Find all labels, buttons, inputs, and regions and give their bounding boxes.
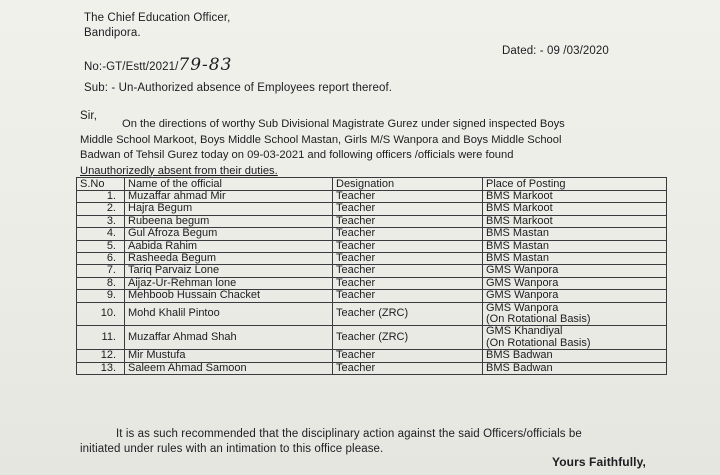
cell-name-text: Saleem Ahmad Samoon	[128, 362, 247, 374]
cell-name-text: Muzaffar Ahmad Shah	[128, 331, 237, 344]
cell-place	[483, 302, 667, 326]
cell-place-text: GMS Wanpora	[486, 277, 559, 289]
cell-sno-text: 10.	[100, 307, 116, 320]
cell-sno-text: 4.	[106, 227, 116, 240]
cell-designation	[333, 228, 483, 240]
cell-name	[125, 191, 333, 203]
cell-place-text: BMS Badwan	[486, 362, 553, 374]
cell-designation-text: Teacher	[336, 277, 376, 289]
cell-designation-text: Teacher	[336, 264, 376, 277]
cell-place	[483, 265, 667, 277]
table-row	[77, 215, 667, 227]
subject-line: Sub: - Un-Authorized absence of Employees report thereof.	[84, 82, 393, 94]
reference-number	[84, 55, 232, 75]
table-row	[77, 253, 667, 265]
cell-designation-text: Teacher	[336, 362, 376, 374]
cell-sno-text: 9.	[106, 289, 116, 302]
cell-name	[125, 215, 333, 227]
sign-off: Yours Faithfully,	[552, 455, 646, 469]
cell-place-text: GMS Wanpora	[486, 302, 559, 314]
cell-designation	[333, 326, 483, 350]
cell-name	[125, 277, 333, 289]
cell-designation	[333, 290, 483, 302]
cell-designation-text: Teacher	[336, 202, 376, 215]
cell-designation-text: Teacher	[336, 227, 376, 240]
cell-sno-text: 13.	[100, 362, 116, 374]
closing-line-2: initiated under rules with an intimation to this office please.	[80, 443, 384, 455]
cell-designation	[333, 302, 483, 326]
table-row	[77, 265, 667, 277]
cell-name	[125, 290, 333, 302]
table-row	[77, 203, 667, 215]
cell-place-text: GMS Wanpora	[486, 289, 559, 302]
cell-place-text: BMS Markoot	[486, 190, 553, 202]
cell-name-text: Muzaffar ahmad Mir	[128, 190, 226, 202]
cell-designation	[333, 350, 483, 362]
cell-name	[125, 302, 333, 326]
table-row	[77, 290, 667, 302]
cell-name-text: Gul Afroza Begum	[128, 227, 218, 240]
cell-place-text: BMS Mastan	[486, 240, 549, 252]
cell-sno-text: 7.	[106, 264, 116, 277]
cell-name-text: Mohd Khalil Pintoo	[128, 307, 220, 320]
cell-place	[483, 362, 667, 374]
cell-sno	[77, 191, 125, 203]
header-name: Name of the official	[125, 178, 333, 191]
cell-place	[483, 350, 667, 362]
cell-designation	[333, 191, 483, 203]
cell-place	[483, 290, 667, 302]
table-row	[77, 362, 667, 374]
cell-sno-text: 12.	[100, 349, 116, 362]
salutation: Sir,	[80, 110, 98, 122]
cell-sno-text: 8.	[106, 277, 116, 289]
header-place: Place of Posting	[483, 178, 667, 191]
intro-line-1: On the directions of worthy Sub Divisional Magistrate Gurez under signed inspected Boys	[122, 118, 565, 130]
header-sno: S.No	[77, 178, 125, 191]
cell-sno	[77, 326, 125, 350]
cell-designation	[333, 240, 483, 252]
cell-name	[125, 228, 333, 240]
cell-place	[483, 326, 667, 350]
cell-designation	[333, 253, 483, 265]
cell-designation-text: Teacher	[336, 190, 376, 202]
intro-paragraph	[80, 117, 665, 179]
cell-place	[483, 191, 667, 203]
cell-name-text: Tariq Parvaiz Lone	[128, 264, 220, 277]
cell-sno	[77, 253, 125, 265]
cell-sno	[77, 240, 125, 252]
cell-sno	[77, 265, 125, 277]
cell-designation-text: Teacher	[336, 240, 376, 252]
cell-place-text: BMS Mastan	[486, 227, 549, 240]
cell-designation	[333, 362, 483, 374]
cell-name-text: Hajra Begum	[128, 202, 193, 215]
table-row	[77, 191, 667, 203]
cell-name-text: Rasheeda Begum	[128, 252, 217, 265]
table-row	[77, 228, 667, 240]
cell-name-text: Mehboob Hussain Chacket	[128, 289, 261, 302]
cell-designation	[333, 203, 483, 215]
cell-sno-text: 5.	[106, 240, 116, 252]
cell-sno	[77, 203, 125, 215]
cell-sno	[77, 302, 125, 326]
cell-name-text: Mir Mustufa	[128, 349, 186, 362]
table-row	[77, 277, 667, 289]
cell-designation	[333, 215, 483, 227]
cell-place-text: GMS Wanpora	[486, 264, 559, 277]
cell-place-text: BMS Markoot	[486, 202, 553, 215]
cell-place	[483, 277, 667, 289]
cell-name-text: Rubeena begum	[128, 215, 210, 227]
cell-sno-text: 2.	[106, 202, 116, 215]
cell-designation-text: Teacher	[336, 289, 376, 302]
cell-place-note: (On Rotational Basis)	[486, 336, 591, 349]
table-row	[77, 302, 667, 326]
reference-prefix: No:-GT/Estt/2021/	[84, 61, 179, 73]
cell-designation-text: Teacher	[336, 252, 376, 265]
letter-date: Dated: - 09 /03/2020	[502, 45, 609, 57]
cell-name	[125, 240, 333, 252]
cell-name	[125, 265, 333, 277]
cell-name	[125, 253, 333, 265]
cell-place-text: BMS Mastan	[486, 252, 549, 265]
cell-place-note: (On Rotational Basis)	[486, 313, 591, 326]
cell-place	[483, 215, 667, 227]
closing-line-1: It is as such recommended that the disciplinary action against the said Officers/officials be	[116, 428, 582, 440]
table-header-row	[77, 178, 667, 191]
cell-place-text: BMS Badwan	[486, 349, 553, 362]
header-designation: Designation	[333, 178, 483, 191]
cell-designation-text: Teacher (ZRC)	[336, 307, 409, 320]
cell-sno	[77, 350, 125, 362]
cell-name-text: Aabida Rahim	[128, 240, 198, 252]
cell-sno-text: 1.	[106, 190, 116, 202]
absentee-table	[76, 177, 667, 375]
officer-title: The Chief Education Officer,	[84, 12, 231, 24]
cell-place-text: BMS Markoot	[486, 215, 553, 227]
office-location: Bandipora.	[84, 27, 141, 39]
cell-sno-text: 3.	[106, 215, 116, 227]
cell-name	[125, 326, 333, 350]
reference-handwritten: 79-83	[178, 55, 233, 75]
cell-sno	[77, 228, 125, 240]
cell-name	[125, 203, 333, 215]
table-row	[77, 240, 667, 252]
cell-designation-text: Teacher	[336, 215, 376, 227]
cell-name-text: Aijaz-Ur-Rehman lone	[128, 277, 237, 289]
cell-designation-text: Teacher (ZRC)	[336, 331, 409, 344]
cell-name	[125, 350, 333, 362]
cell-designation	[333, 265, 483, 277]
table-row	[77, 350, 667, 362]
cell-sno	[77, 362, 125, 374]
cell-sno-text: 6.	[106, 252, 116, 265]
cell-place	[483, 253, 667, 265]
cell-sno	[77, 290, 125, 302]
cell-place	[483, 240, 667, 252]
cell-sno	[77, 215, 125, 227]
cell-place-text: GMS Khandiyal	[486, 325, 563, 338]
intro-line-2: Middle School Markoot, Boys Middle School Mastan, Girls M/S Wanpora and Boys Middle School	[80, 133, 562, 146]
cell-designation	[333, 277, 483, 289]
cell-sno	[77, 277, 125, 289]
cell-name	[125, 362, 333, 374]
cell-sno-text: 11.	[101, 331, 116, 344]
cell-place	[483, 228, 667, 240]
table-row	[77, 326, 667, 350]
intro-line-4: Unauthorizedly absent from their duties.	[80, 164, 278, 177]
cell-place	[483, 203, 667, 215]
intro-line-3: Badwan of Tehsil Gurez today on 09-03-2021 and following officers /officials were found	[80, 149, 514, 161]
cell-designation-text: Teacher	[336, 349, 376, 362]
